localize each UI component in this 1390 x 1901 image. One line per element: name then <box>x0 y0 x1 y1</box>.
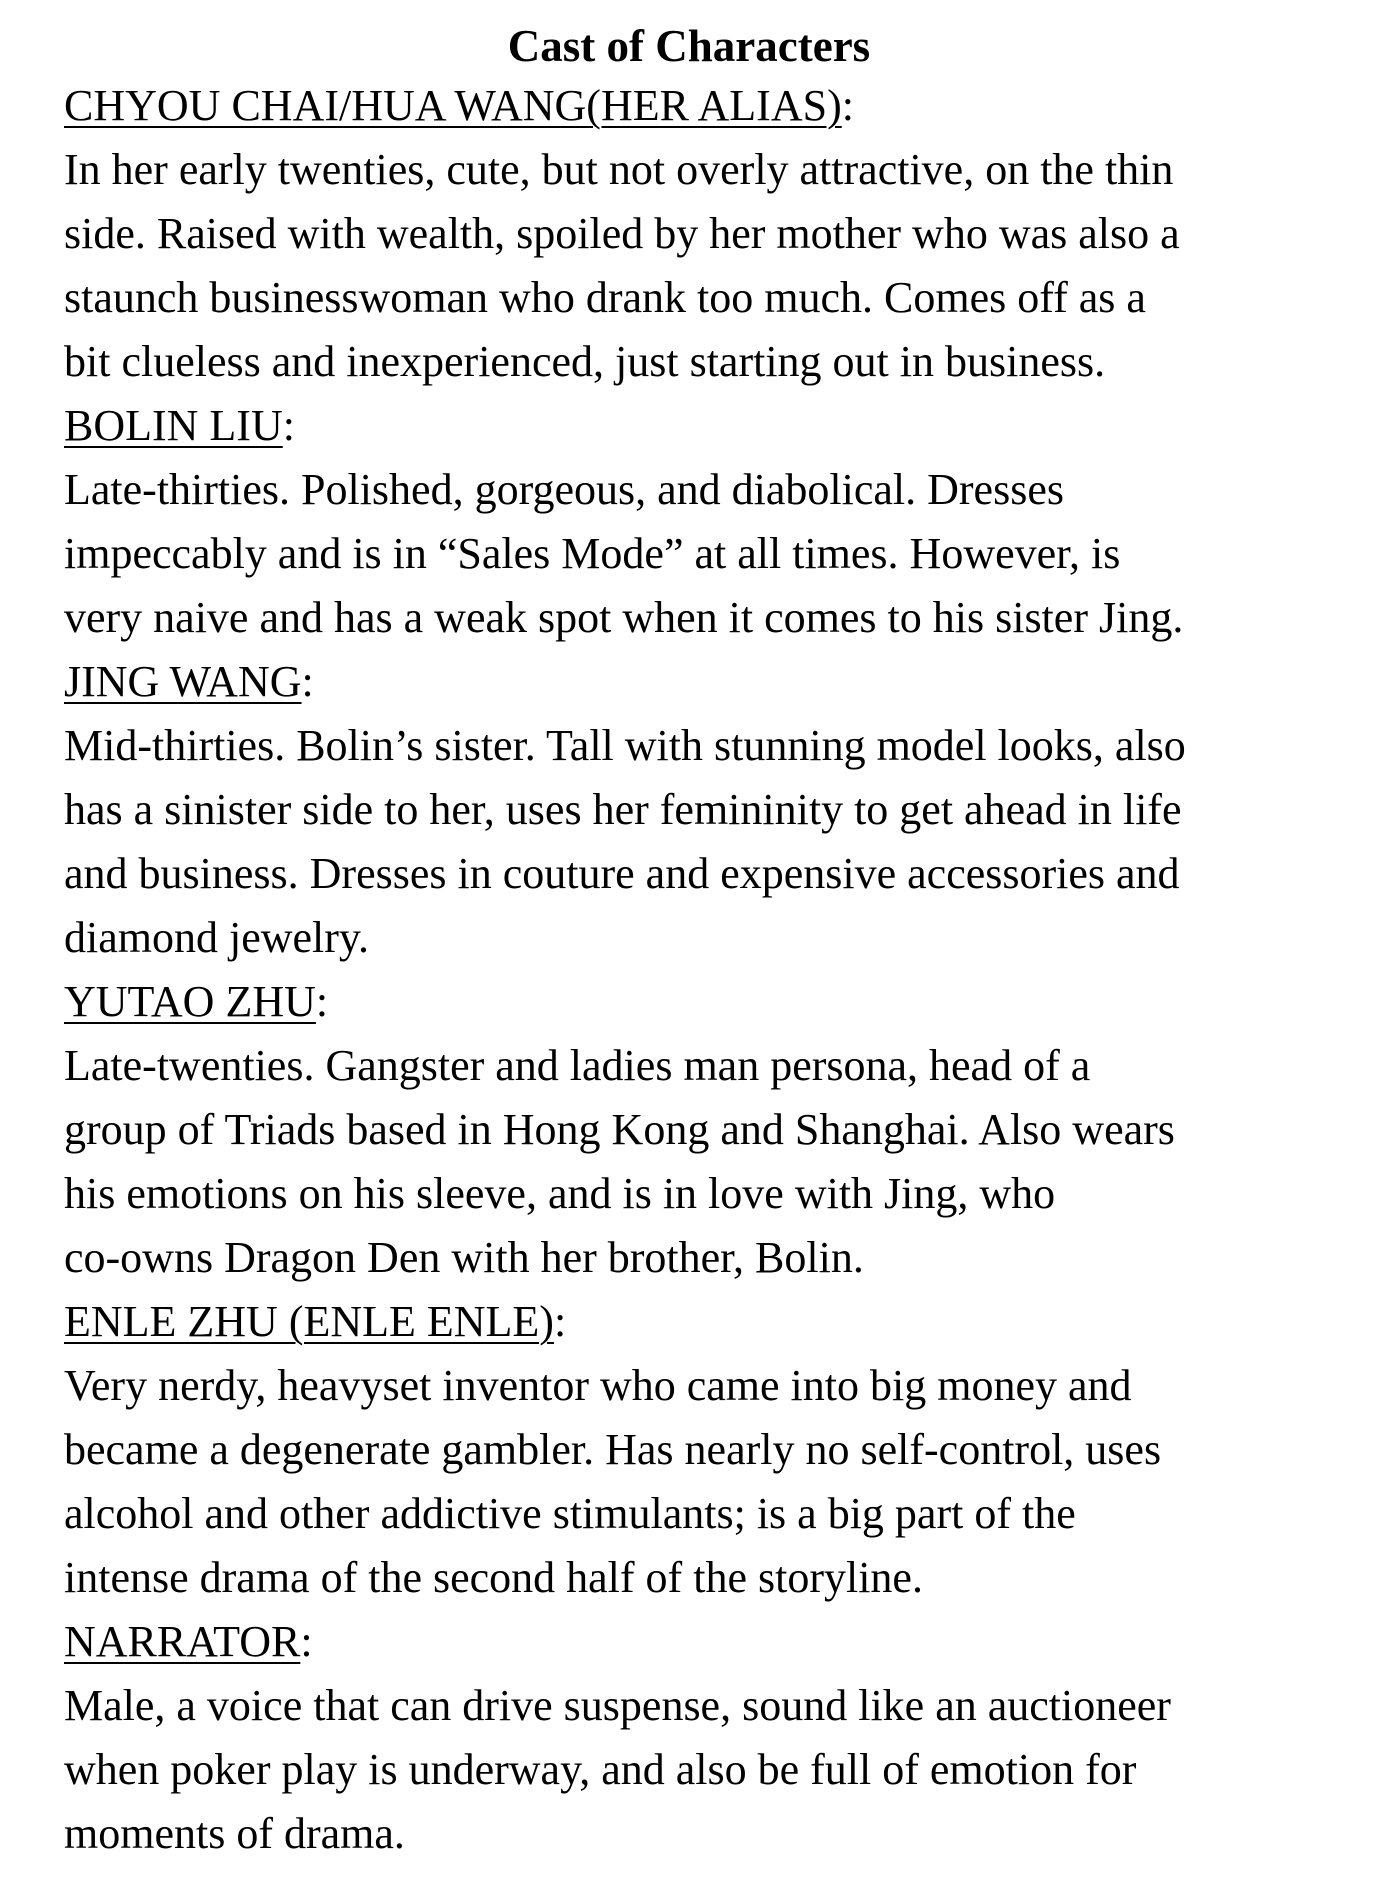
character-heading: CHYOU CHAI/HUA WANG(HER ALIAS): <box>64 81 854 130</box>
description-line: Male, a voice that can drive suspense, sound like an auctioneer <box>64 1681 1171 1730</box>
description-line: and business. Dresses in couture and expensive accessories and <box>64 849 1180 898</box>
description-line: side. Raised with wealth, spoiled by her mother who was also a <box>64 209 1180 258</box>
description-line: very naive and has a weak spot when it comes to his sister Jing. <box>64 593 1184 642</box>
character-heading: YUTAO ZHU: <box>64 977 329 1026</box>
description-line: In her early twenties, cute, but not overly attractive, on the thin <box>64 145 1174 194</box>
description-line: Mid-thirties. Bolin’s sister. Tall with stunning model looks, also <box>64 721 1186 770</box>
character-description <box>64 1034 1390 1290</box>
description-line: became a degenerate gambler. Has nearly no self-control, uses <box>64 1425 1162 1474</box>
character-description <box>64 714 1390 970</box>
description-line: co-owns Dragon Den with her brother, Bolin. <box>64 1233 864 1282</box>
description-line: Very nerdy, heavyset inventor who came into big money and <box>64 1361 1132 1410</box>
character-description <box>64 138 1390 394</box>
character-name: JING WANG <box>64 657 302 706</box>
description-line: his emotions on his sleeve, and is in love with Jing, who <box>64 1169 1056 1218</box>
character-heading: JING WANG: <box>64 657 314 706</box>
description-line: group of Triads based in Hong Kong and Shanghai. Also wears <box>64 1105 1175 1154</box>
description-line: when poker play is underway, and also be full of emotion for <box>64 1745 1137 1794</box>
description-line: intense drama of the second half of the storyline. <box>64 1553 923 1602</box>
character-heading: ENLE ZHU (ENLE ENLE): <box>64 1297 567 1346</box>
description-line: Late-twenties. Gangster and ladies man persona, head of a <box>64 1041 1091 1090</box>
description-line: moments of drama. <box>64 1809 405 1858</box>
description-line: alcohol and other addictive stimulants; is a big part of the <box>64 1489 1076 1538</box>
description-line: staunch businesswoman who drank too much. Comes off as a <box>64 273 1146 322</box>
description-line: bit clueless and inexperienced, just starting out in business. <box>64 337 1106 386</box>
character-name: YUTAO ZHU <box>64 977 316 1026</box>
page-title: Cast of Characters <box>507 21 871 71</box>
character-name: BOLIN LIU <box>64 401 283 450</box>
character-name: CHYOU CHAI/HUA WANG(HER ALIAS) <box>64 81 842 130</box>
description-line: impeccably and is in “Sales Mode” at all times. However, is <box>64 529 1121 578</box>
description-line: diamond jewelry. <box>64 913 370 962</box>
character-description <box>64 1354 1390 1610</box>
character-description <box>64 458 1390 650</box>
description-line: has a sinister side to her, uses her femininity to get ahead in life <box>64 785 1182 834</box>
character-description <box>64 1674 1390 1866</box>
description-line: Late-thirties. Polished, gorgeous, and diabolical. Dresses <box>64 465 1064 514</box>
character-name: ENLE ZHU (ENLE ENLE) <box>64 1297 554 1346</box>
character-heading: NARRATOR: <box>64 1617 313 1666</box>
character-heading: BOLIN LIU: <box>64 401 295 450</box>
character-name: NARRATOR <box>64 1617 301 1666</box>
